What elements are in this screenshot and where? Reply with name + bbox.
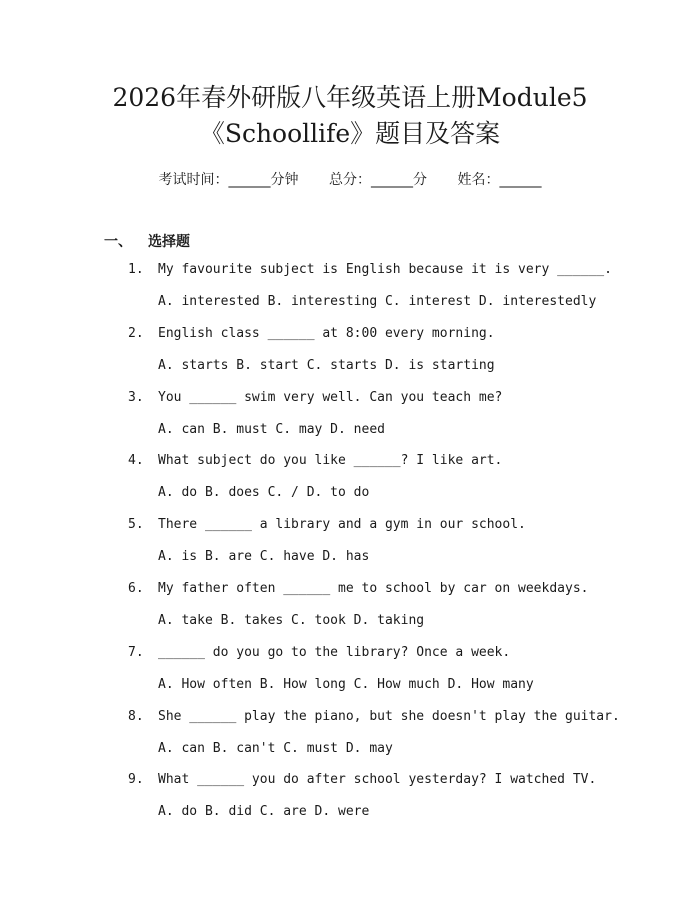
question-list — [0, 258, 700, 832]
question-options: A. can B. can't C. must D. may — [158, 740, 393, 756]
question-options: A. is B. are C. have D. has — [158, 549, 370, 565]
question-item — [0, 386, 700, 450]
section-heading — [104, 231, 190, 251]
question-stem: She ______ play the piano, but she doesn't play the guitar. — [158, 708, 620, 724]
question-item — [0, 322, 700, 386]
question-options: A. How often B. How long C. How much D. How many — [158, 676, 534, 692]
section-title: 选择题 — [148, 234, 190, 250]
question-number: 5. — [128, 517, 144, 533]
question-stem: English class ______ at 8:00 every morning. — [158, 325, 495, 341]
question-item — [0, 641, 700, 705]
title-line-1: 2026年春外研版八年级英语上册Module5 — [112, 83, 588, 112]
question-stem: ______ do you go to the library? Once a week. — [158, 644, 511, 660]
question-number: 6. — [128, 580, 144, 596]
question-number: 8. — [128, 708, 144, 724]
section-number: 一、 — [104, 234, 132, 250]
title-line-2: 《Schoollife》题目及答案 — [199, 119, 501, 148]
question-stem: What subject do you like ______? I like art. — [158, 453, 503, 469]
question-stem: There ______ a library and a gym in our school. — [158, 517, 526, 533]
question-options: A. can B. must C. may D. need — [158, 421, 385, 437]
question-item — [0, 705, 700, 769]
question-stem: What ______ you do after school yesterday? I watched TV. — [158, 772, 597, 788]
exam-meta — [0, 169, 700, 189]
question-stem: You ______ swim very well. Can you teach me? — [158, 389, 503, 405]
exam-time-field: 考试时间：______分钟 — [158, 172, 299, 188]
question-number: 2. — [128, 325, 144, 341]
question-item — [0, 258, 700, 322]
question-number: 3. — [128, 389, 144, 405]
question-options: A. starts B. start C. starts D. is starting — [158, 357, 495, 373]
question-number: 1. — [128, 262, 144, 277]
question-item — [0, 449, 700, 513]
question-options: A. take B. takes C. took D. taking — [158, 612, 425, 628]
question-options: A. do B. did C. are D. were — [158, 804, 370, 820]
question-stem: My father often ______ me to school by car on weekdays. — [158, 580, 589, 596]
question-stem: My favourite subject is English because it is very ______. — [158, 262, 612, 277]
question-number: 9. — [128, 772, 144, 788]
question-item — [0, 577, 700, 641]
question-options: A. do B. does C. / D. to do — [158, 485, 370, 501]
question-item — [0, 513, 700, 577]
question-number: 4. — [128, 453, 144, 469]
question-item — [0, 768, 700, 832]
question-options: A. interested B. interesting C. interest D. interestedly — [158, 294, 597, 309]
question-number: 7. — [128, 644, 144, 660]
total-score-field: 总分：______分 — [329, 172, 427, 188]
student-name-field: 姓名：______ — [457, 172, 542, 188]
document-title — [40, 80, 660, 152]
